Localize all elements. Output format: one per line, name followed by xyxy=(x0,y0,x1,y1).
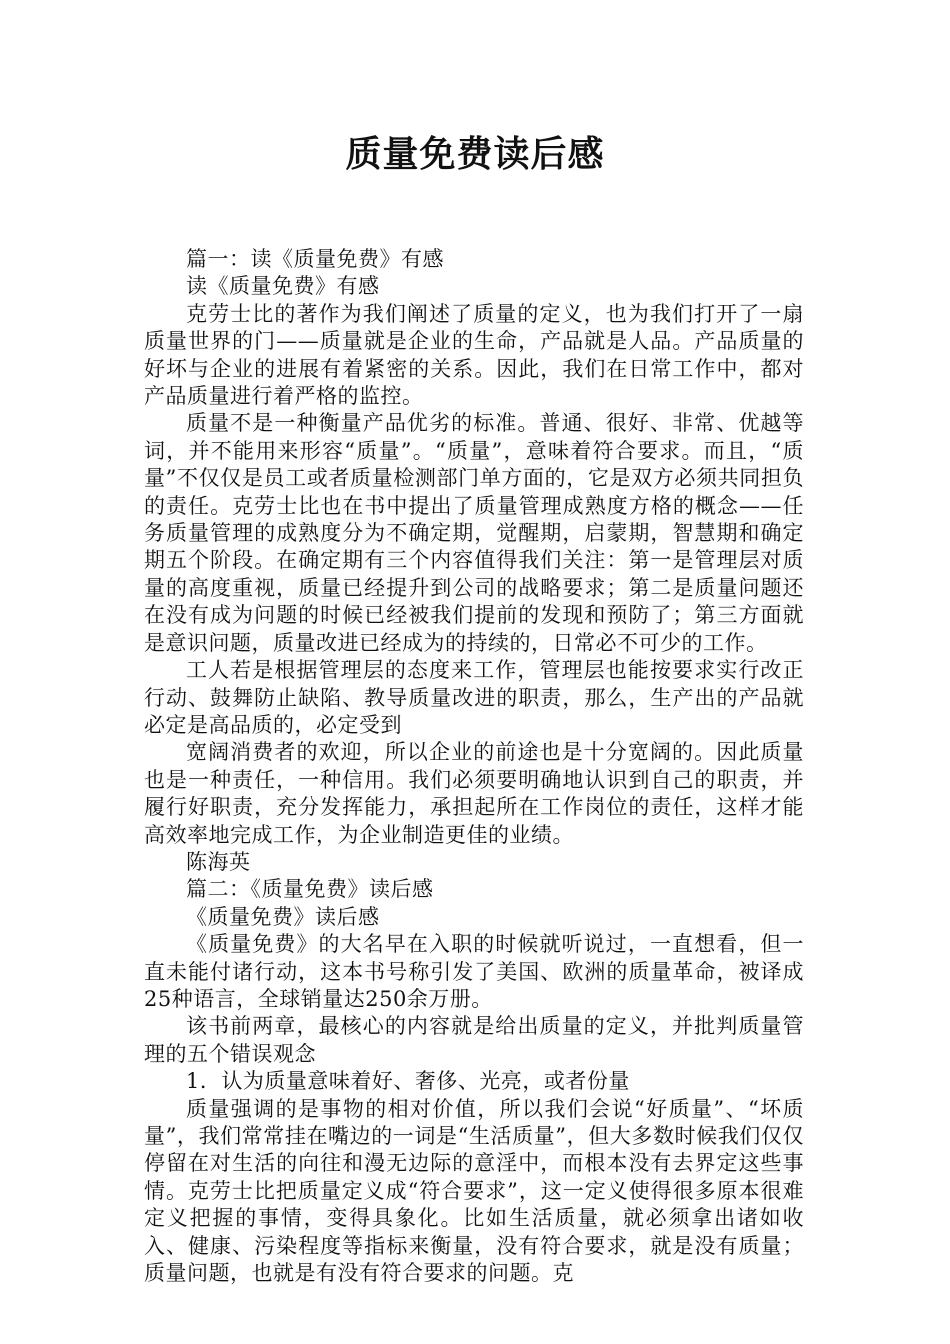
paragraph: 质量强调的是事物的相对价值，所以我们会说“好质量”、“坏质量”，我们常常挂在嘴边的一词是“生活质量”，但大多数时候我们仅仅停留在对生活的向往和漫无边际的意淫中，而根本没有去界定这些事情。克劳士比把质量定义成“符合要求”，这一定义使得很多原本很难定义把握的事情，变得具象化。比如生活质量，就必须拿出诸如收入、健康、污染程度等指标来衡量，没有符合要求，就是没有质量；质量问题，也就是有没有符合要求的问题。克 xyxy=(144,1096,804,1286)
subheading-part-one: 读《质量免费》有感 xyxy=(186,274,380,299)
document-body xyxy=(144,246,804,1287)
paragraph: 《质量免费》的大名早在入职的时候就听说过，一直想看，但一直未能付诸行动，这本书号称引发了美国、欧洲的质量革命，被译成25种语言，全球销量达250余万册。 xyxy=(144,932,804,1011)
subheading-part-two: 《质量免费》读后感 xyxy=(186,904,380,929)
paragraph: 质量不是一种衡量产品优劣的标准。普通、很好、非常、优越等词，并不能用来形容“质量”。“质量”，意味着符合要求。而且，“质量”不仅仅是员工或者质量检测部门单方面的，它是双方必须共同担负的责任。克劳士比也在书中提出了质量管理成熟度方格的概念——任务质量管理的成熟度分为不确定期，觉醒期，启蒙期，智慧期和确定期五个阶段。在确定期有三个内容值得我们关注：第一是管理层对质量的高度重视，质量已经提升到公司的战略要求；第二是质量问题还在没有成为问题的时候已经被我们提前的发现和预防了；第三方面就是意识问题，质量改进已经成为的持续的，日常必不可少的工作。 xyxy=(144,411,804,655)
heading-part-one: 篇一：读《质量免费》有感 xyxy=(186,247,444,271)
heading-part-two: 篇二：《质量免费》读后感 xyxy=(186,877,434,902)
author-name: 陈海英 xyxy=(186,849,251,874)
document-title: 质量免费读后感 xyxy=(345,134,605,175)
paragraph: 工人若是根据管理层的态度来工作，管理层也能按要求实行改正行动、鼓舞防止缺陷、教导质量改进的职责，那么，生产出的产品就必定是高品质的，必定受到 xyxy=(144,658,804,737)
paragraph: 该书前两章，最核心的内容就是给出质量的定义，并批判质量管理的五个错误观念 xyxy=(144,1014,804,1066)
list-item: 1．认为质量意味着好、奢侈、光亮，或者份量 xyxy=(186,1069,630,1094)
paragraph: 克劳士比的著作为我们阐述了质量的定义，也为我们打开了一扇质量世界的门——质量就是企业的生命，产品就是人品。产品质量的好坏与企业的进展有着紧密的关系。因此，我们在日常工作中，都对产品质量进行着严格的监控。 xyxy=(144,301,804,409)
paragraph: 宽阔消费者的欢迎，所以企业的前途也是十分宽阔的。因此质量也是一种责任，一种信用。我们必须要明确地认识到自己的职责，并履行好职责，充分发挥能力，承担起所在工作岗位的责任，这样才能高效率地完成工作，为企业制造更佳的业绩。 xyxy=(144,740,804,847)
